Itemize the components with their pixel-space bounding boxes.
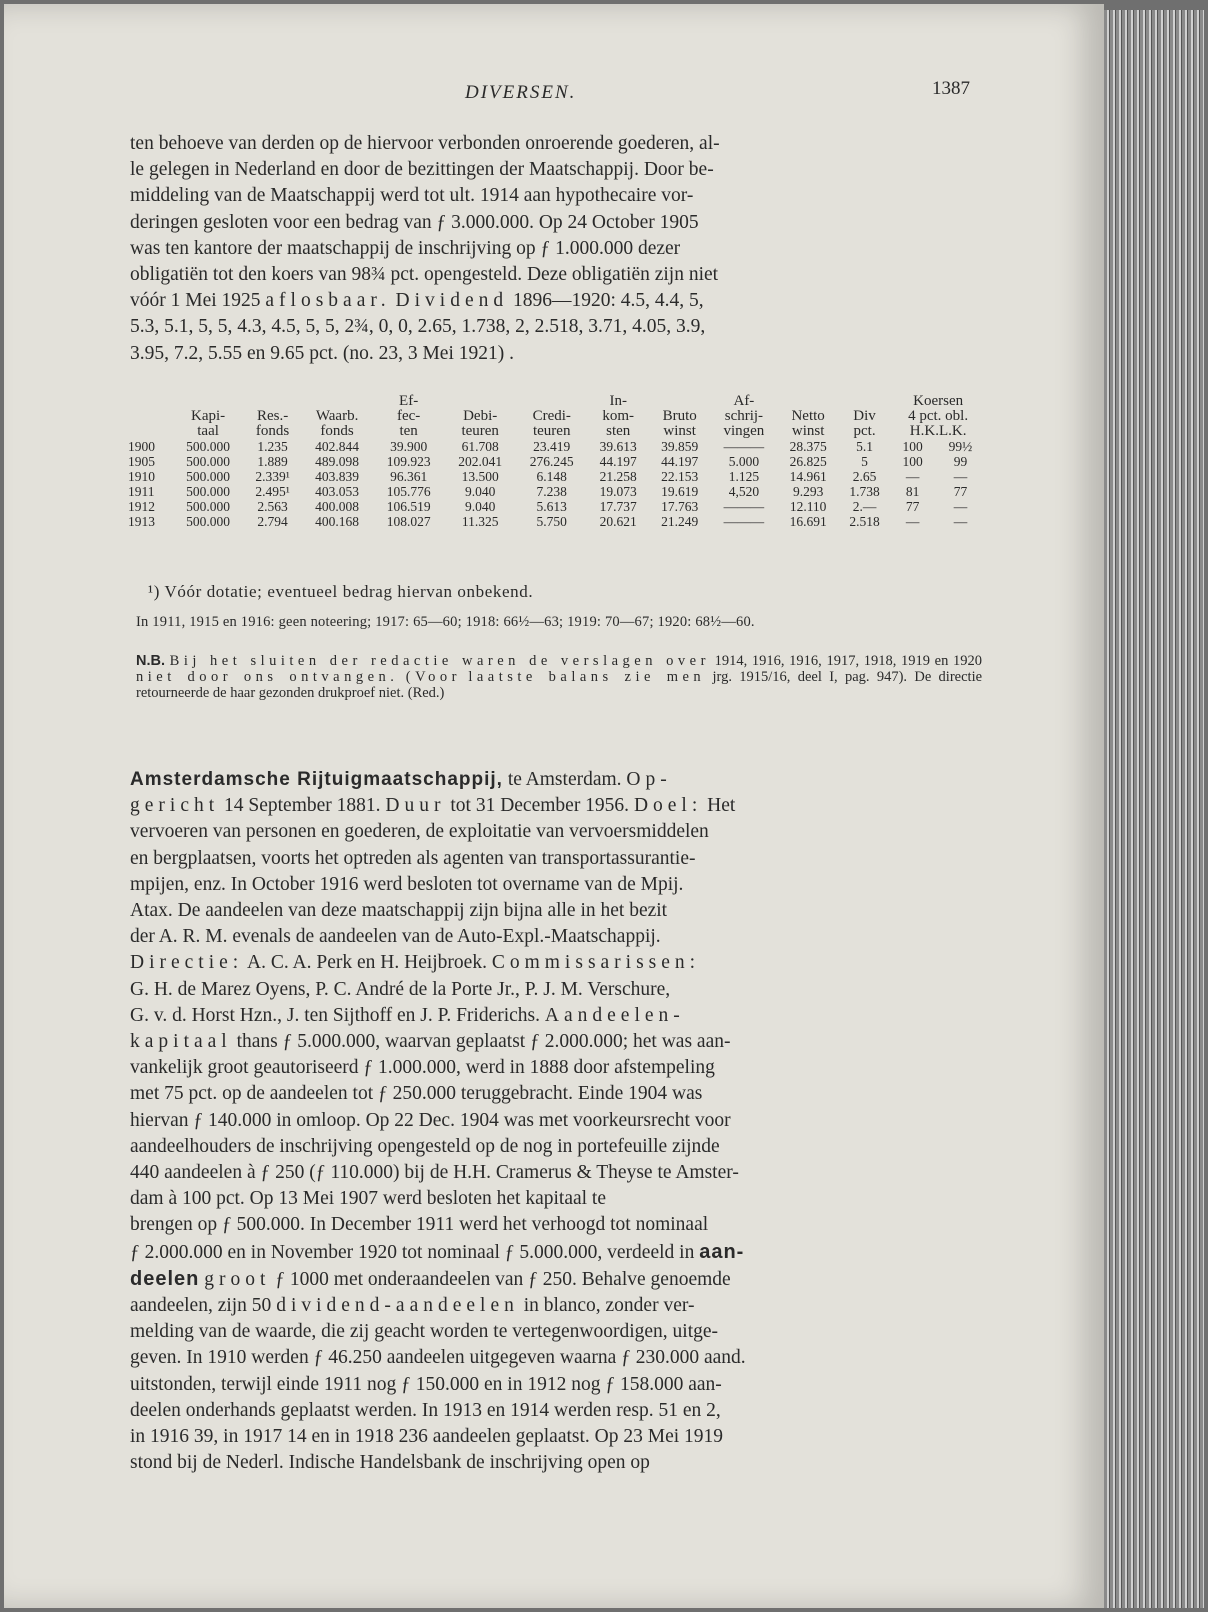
column-header: Af- xyxy=(733,393,755,409)
table-cell: 500.000 xyxy=(186,484,231,499)
column-header: Debi- xyxy=(463,408,498,424)
text-line: le gelegen in Nederland en door de bezittingen der Maatschappij. Door be- xyxy=(130,159,714,181)
text-line: in 1916 39, in 1917 14 en in 1918 236 aandeelen geplaatst. Op 23 Mei 1919 xyxy=(130,1426,724,1448)
column-header: Koersen xyxy=(913,393,964,409)
table-cell: 26.825 xyxy=(789,454,827,469)
table-cell: 14.961 xyxy=(789,469,827,484)
text-line: obligatiën tot den koers van 98¾ pct. opengesteld. Deze obligatiën zijn niet xyxy=(130,264,719,286)
table-cell: 489.098 xyxy=(315,454,360,469)
text-line: middeling van de Maatschappij werd tot ult. 1914 aan hypothecaire vor- xyxy=(130,185,694,207)
table-cell: — xyxy=(953,469,968,484)
text-line: mpijen, enz. In October 1916 werd besloten tot overname van de Mpij. xyxy=(130,873,684,895)
table-cell: 500.000 xyxy=(186,514,231,529)
year-cell: 1905 xyxy=(128,454,155,469)
year-cell: 1910 xyxy=(128,469,155,484)
table-cell: 22.153 xyxy=(661,469,699,484)
table-cell: 2.518 xyxy=(849,514,880,529)
column-header xyxy=(649,394,710,409)
table-cell: 9.040 xyxy=(464,499,496,514)
table-cell: 400.168 xyxy=(315,514,360,529)
column-header: teuren xyxy=(532,423,571,439)
table-cell: 4,520 xyxy=(728,484,760,499)
intro-lines xyxy=(130,131,980,288)
header-blank-cell xyxy=(126,394,172,409)
column-header xyxy=(301,394,373,409)
table-cell: 13.500 xyxy=(461,469,499,484)
table-cell: 44.197 xyxy=(661,454,699,469)
table-header-row-1 xyxy=(126,394,986,409)
year-cell: 1900 xyxy=(128,439,155,454)
year-cell: 1912 xyxy=(128,499,155,514)
column-header: ten xyxy=(399,423,418,439)
table-cell: 202.041 xyxy=(458,454,503,469)
nb-note: N.B. Bij het sluiten der redactie waren de verslagen over 1914, 1916, 1916, 1917, 1918, 1919 en 1920 niet door ons ontvangen. (Voor laatste balans zie men jrg. 1915/16, deel I, pag. 947). De directie retourneerde de haar gezonden drukproef niet. (Red.) xyxy=(136,653,983,701)
table-cell: 19.619 xyxy=(661,484,699,499)
company-entry xyxy=(130,767,980,1476)
table-cell: ——— xyxy=(723,499,765,514)
page-number: 1387 xyxy=(932,78,970,99)
table-cell: 2.794 xyxy=(257,514,288,529)
table-cell: 5.613 xyxy=(536,499,567,514)
column-header: pct. xyxy=(853,423,876,439)
company-lines-a xyxy=(130,819,980,950)
table-cell: — xyxy=(953,514,968,529)
text-line: hiervan ƒ 140.000 in omloop. Op 22 Dec. 1904 was met voorkeursrecht voor xyxy=(130,1109,731,1131)
text-line: 440 aandeelen à ƒ 250 (ƒ 110.000) bij de H.H. Cramerus & Theyse te Amster- xyxy=(130,1162,739,1184)
table-row xyxy=(126,514,986,529)
table-cell: 5 xyxy=(861,454,868,469)
column-header: In- xyxy=(609,393,627,409)
table-cell: 500.000 xyxy=(186,454,231,469)
table-cell: 5.750 xyxy=(536,514,567,529)
table-cell: 21.258 xyxy=(599,469,637,484)
table-row xyxy=(126,499,986,514)
table-header-row-3 xyxy=(126,424,986,439)
nb-label: N.B. xyxy=(136,653,165,669)
column-header: H.K.L.K. xyxy=(909,423,967,439)
table-cell: 96.361 xyxy=(390,469,428,484)
table-cell: 39.900 xyxy=(390,439,428,454)
text-line: dam à 100 pct. Op 13 Mei 1907 werd besloten het kapitaal te xyxy=(130,1188,606,1210)
column-header: Kapi- xyxy=(191,408,226,424)
text-line: met 75 pct. op de aandeelen tot ƒ 250.000 teruggebracht. Einde 1904 was xyxy=(130,1083,703,1105)
intro-line-8: 5.3, 5.1, 5, 5, 4.3, 4.5, 5, 5, 2¾, 0, 0, 2.65, 1.738, 2, 2.518, 3.71, 4.05, 3.9, xyxy=(130,316,706,338)
table-cell: 17.763 xyxy=(661,499,699,514)
header-blank-cell xyxy=(126,409,172,424)
text-line: vankelijk groot geautoriseerd ƒ 1.000.000, werd in 1888 door afstempeling xyxy=(130,1057,715,1079)
table-cell: 9.040 xyxy=(464,484,496,499)
company-line-20: deelen groot ƒ 1000 met onderaandeelen van ƒ 250. Behalve genoemde xyxy=(130,1267,731,1290)
column-header: 4 pct. obl. xyxy=(908,408,969,424)
column-header: Div xyxy=(853,408,876,424)
table-cell: 28.375 xyxy=(789,439,827,454)
table-row xyxy=(126,469,986,484)
table-cell: 20.621 xyxy=(599,514,637,529)
company-line-8: Directie: A. C. A. Perk en H. Heijbroek. Commissarissen: xyxy=(130,952,701,974)
text-line: melding van de waarde, die zij geacht worden te vertegenwoordigen, uitge- xyxy=(130,1321,719,1343)
column-header: Bruto xyxy=(662,408,697,424)
column-header xyxy=(244,394,301,409)
text-line: ten behoeve van derden op de hiervoor verbonden onroerende goederen, al- xyxy=(130,133,720,154)
table-cell: 12.110 xyxy=(789,499,827,514)
table-cell: — xyxy=(953,499,968,514)
column-header: fonds xyxy=(320,423,354,439)
text-line: geven. In 1910 werden ƒ 46.250 aandeelen uitgegeven waarna ƒ 230.000 aand. xyxy=(130,1347,746,1369)
column-header xyxy=(839,394,890,409)
table-cell: 1.738 xyxy=(849,484,880,499)
table-footnote: ¹) Vóór dotatie; eventueel bedrag hiervan onbekend. xyxy=(148,582,534,601)
column-header: sten xyxy=(606,423,631,439)
table-cell: 100 xyxy=(902,439,923,454)
intro-line-9: 3.95, 7.2, 5.55 en 9.65 pct. (no. 23, 3 Mei 1921) . xyxy=(130,342,515,364)
text-line: deelen onderhands geplaatst werden. In 1913 en 1914 werden resp. 51 en 2, xyxy=(130,1399,721,1421)
company-line-9: G. H. de Marez Oyens, P. C. André de la Porte Jr., P. J. M. Verschure, xyxy=(130,978,671,1000)
table-cell: 1.235 xyxy=(257,439,288,454)
column-header: winst xyxy=(791,423,825,439)
table-cell: 39.859 xyxy=(661,439,699,454)
table-cell: 2.65 xyxy=(852,469,877,484)
table-cell: 7.238 xyxy=(536,484,567,499)
table-cell: 108.027 xyxy=(386,514,431,529)
quotations-note: In 1911, 1915 en 1916: geen noteering; 1917: 65—60; 1918: 66½—63; 1919: 70—67; 1920: 68½—60. xyxy=(136,614,755,630)
company-line-11: kapitaal thans ƒ 5.000.000, waarvan geplaatst ƒ 2.000.000; het was aan- xyxy=(130,1031,731,1053)
column-header: fonds xyxy=(255,423,290,439)
table-cell: 403.839 xyxy=(315,469,360,484)
table-cell: 19.073 xyxy=(599,484,637,499)
table-cell: 2.495¹ xyxy=(255,484,290,499)
table-cell: — xyxy=(905,469,920,484)
table-cell: 500.000 xyxy=(186,469,231,484)
table-cell: 21.249 xyxy=(661,514,699,529)
table-cell: 2.563 xyxy=(257,499,288,514)
table-cell: 6.148 xyxy=(536,469,567,484)
table-cell: 99 xyxy=(953,454,968,469)
intro-paragraph xyxy=(130,131,980,367)
table-cell: 106.519 xyxy=(386,499,431,514)
table-cell: 276.245 xyxy=(529,454,574,469)
company-line-19: ƒ 2.000.000 en in November 1920 tot nominaal ƒ 5.000.000, verdeeld in aan- xyxy=(130,1240,745,1263)
column-header: taal xyxy=(197,423,219,439)
table-cell: 500.000 xyxy=(186,499,231,514)
column-header: Ef- xyxy=(399,393,419,409)
table-cell: 17.737 xyxy=(599,499,637,514)
table-cell: 1.889 xyxy=(257,454,288,469)
text-line: was ten kantore der maatschappij de inschrijving op ƒ 1.000.000 dezer xyxy=(130,237,681,259)
table-cell: — xyxy=(905,514,920,529)
table-cell: 105.776 xyxy=(386,484,431,499)
text-line: vervoeren van personen en goederen, de exploitatie van vervoersmiddelen xyxy=(130,821,709,843)
column-header: winst xyxy=(663,423,696,439)
financial-table xyxy=(126,394,986,529)
table-cell: 5.1 xyxy=(856,439,873,454)
column-header: Res.- xyxy=(256,408,289,424)
page-header xyxy=(130,78,980,112)
year-cell: 1913 xyxy=(128,514,155,529)
table-cell: 5.000 xyxy=(728,454,760,469)
table-cell: 1.125 xyxy=(728,469,760,484)
column-header: teuren xyxy=(461,423,499,439)
company-line-1: Amsterdamsche Rijtuigmaatschappij, te Amsterdam. Op- xyxy=(130,769,672,790)
table-cell: 77 xyxy=(953,484,968,499)
table-cell: 81 xyxy=(905,484,920,499)
table-cell: 23.419 xyxy=(533,439,571,454)
company-line-2: gericht 14 September 1881. Duur tot 31 December 1956. Doel: Het xyxy=(130,795,736,817)
column-header: kom- xyxy=(602,408,635,424)
table-cell: 61.708 xyxy=(461,439,499,454)
column-header: schrij- xyxy=(724,408,764,424)
column-header xyxy=(444,394,516,409)
header-blank-cell xyxy=(126,424,172,439)
text-line: uitstonden, terwijl einde 1911 nog ƒ 150.000 en in 1912 nog ƒ 158.000 aan- xyxy=(130,1373,722,1395)
table-cell: 403.053 xyxy=(315,484,360,499)
company-line-10: G. v. d. Horst Hzn., J. ten Sijthoff en J. P. Friderichs. Aandeelen- xyxy=(130,1004,685,1026)
column-header xyxy=(516,394,588,409)
table-cell: 100 xyxy=(902,454,923,469)
column-header: Credi- xyxy=(532,408,571,424)
company-name: Amsterdamsche Rijtuigmaatschappij, xyxy=(130,769,503,790)
table-cell: ——— xyxy=(723,439,765,454)
company-lines-c xyxy=(130,1319,980,1476)
text-line: brengen op ƒ 500.000. In December 1911 werd het verhoogd tot nominaal xyxy=(130,1214,709,1236)
text-line: en bergplaatsen, voorts het optreden als agenten van transportassurantie- xyxy=(130,847,696,869)
company-lines-b xyxy=(130,1055,980,1238)
table-cell: 109.923 xyxy=(386,454,431,469)
intro-line-7: vóór 1 Mei 1925 aflosbaar. Dividend 1896—1920: 4.5, 4.4, 5, xyxy=(130,290,704,312)
table-cell: 39.613 xyxy=(599,439,637,454)
table-row xyxy=(126,454,986,469)
table-header-row-2 xyxy=(126,409,986,424)
table-cell: 2.339¹ xyxy=(255,469,290,484)
text-line: aandeelhouders de inschrijving opengesteld op de nog in portefeuille zijnde xyxy=(130,1135,720,1157)
year-cell: 1911 xyxy=(128,484,155,499)
table-cell: 2.— xyxy=(852,499,877,514)
text-line: Atax. De aandeelen van deze maatschappij zijn bijna alle in het bezit xyxy=(130,900,668,922)
text-line: deringen gesloten voor een bedrag van ƒ 3.000.000. Op 24 October 1905 xyxy=(130,211,699,233)
text-line: stond bij de Nederl. Indische Handelsbank de inschrijving open op xyxy=(130,1452,650,1474)
table-cell: 16.691 xyxy=(789,514,827,529)
table-cell: 77 xyxy=(905,499,920,514)
column-header: Netto xyxy=(791,408,825,424)
table-body xyxy=(126,439,986,529)
running-title: DIVERSEN. xyxy=(465,82,577,103)
company-line-21: aandeelen, zijn 50 dividend-aandeelen in blanco, zonder ver- xyxy=(130,1295,695,1317)
page-edges xyxy=(1104,10,1204,1608)
table-cell: ——— xyxy=(723,514,765,529)
column-header: Waarb. xyxy=(315,408,359,424)
column-header xyxy=(777,394,838,409)
table-cell: 99½ xyxy=(948,439,973,454)
column-header: fec- xyxy=(396,408,421,424)
table-row xyxy=(126,439,986,454)
column-header: vingen xyxy=(723,423,765,439)
text-line: der A. R. M. evenals de aandeelen van de Auto-Expl.-Maatschappij. xyxy=(130,926,661,948)
table-cell: 402.844 xyxy=(315,439,360,454)
table-cell: 400.008 xyxy=(315,499,360,514)
table-cell: 500.000 xyxy=(186,439,231,454)
table-cell: 9.293 xyxy=(792,484,824,499)
table-row xyxy=(126,484,986,499)
table-cell: 44.197 xyxy=(599,454,637,469)
column-header xyxy=(172,394,244,409)
table-cell: 11.325 xyxy=(461,514,499,529)
